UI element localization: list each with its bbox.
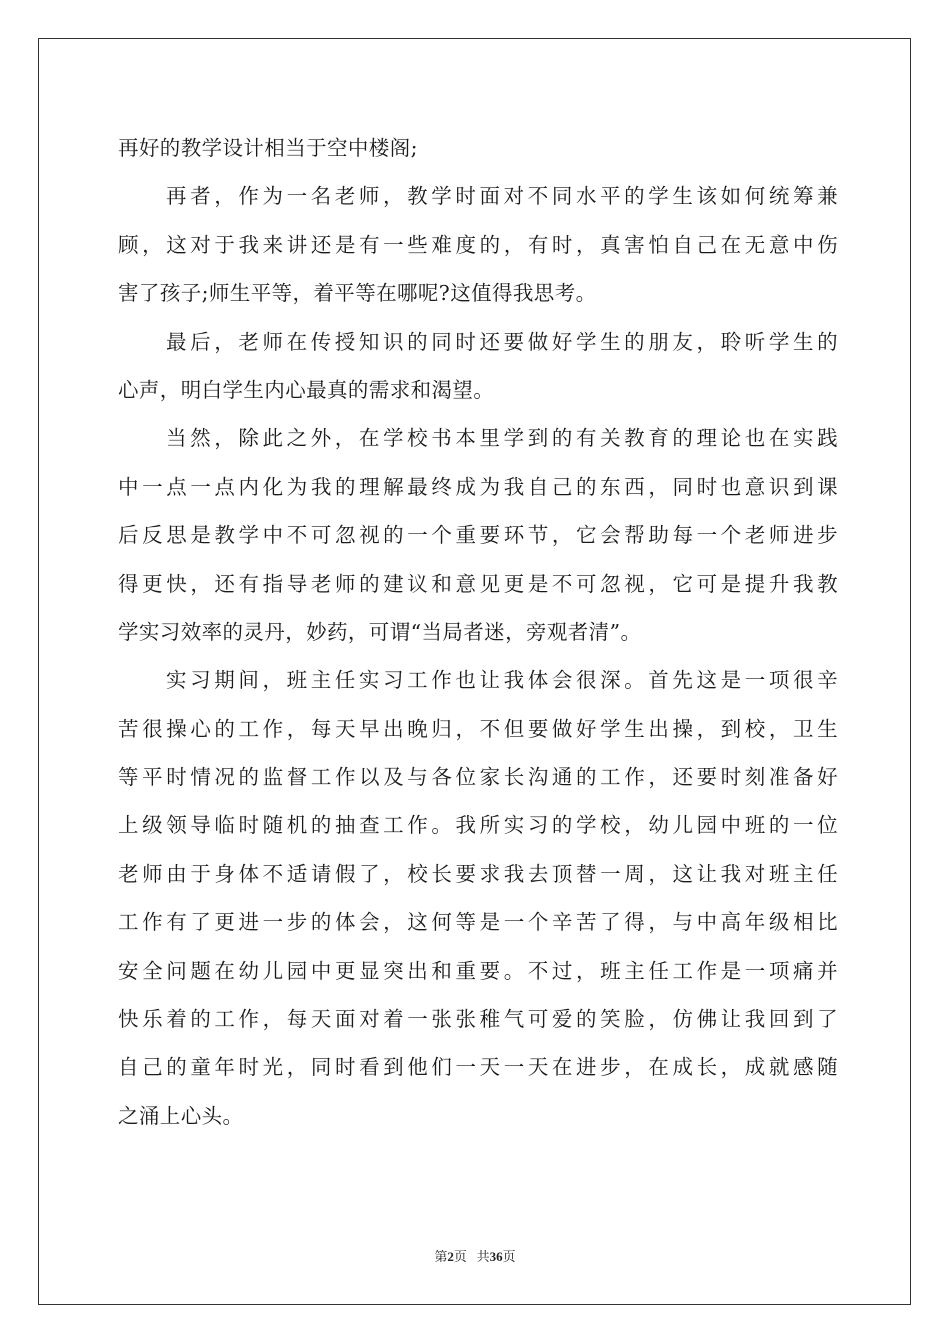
paragraph-line: 中一点一点内化为我的理解最终成为我自己的东西，同时也意识到课: [118, 474, 838, 499]
paragraph-line: 工作有了更进一步的体会，这何等是一个辛苦了得，与中高年级相比: [118, 910, 838, 935]
paragraph-line: 上级领导临时随机的抽查工作。我所实习的学校，幼儿园中班的一位: [118, 813, 838, 838]
footer-total-suffix: 页: [502, 1249, 516, 1264]
paragraph-line: 再好的教学设计相当于空中楼阁;: [118, 136, 418, 160]
paragraph-line: 实习期间，班主任实习工作也让我体会很深。首先这是一项很辛: [166, 668, 838, 693]
footer-page-number: 2: [447, 1249, 454, 1264]
paragraph-line: 顾，这对于我来讲还是有一些难度的，有时，真害怕自己在无意中伤: [118, 232, 838, 257]
paragraph-line: 心声，明白学生内心最真的需求和渴望。: [118, 377, 495, 402]
paragraph-line: 得更快，还有指导老师的建议和意见更是不可忽视，它可是提升我教: [118, 571, 838, 596]
paragraph-line: 等平时情况的监督工作以及与各位家长沟通的工作，还要时刻准备好: [118, 765, 838, 790]
paragraph-line: 当然，除此之外，在学校书本里学到的有关教育的理论也在实践: [166, 426, 838, 451]
footer-page-prefix: 第: [434, 1249, 448, 1264]
paragraph-line: 安全问题在幼儿园中更显突出和重要。不过，班主任工作是一项痛并: [118, 958, 838, 983]
body-text: [118, 124, 838, 1140]
paragraph-line: 快乐着的工作，每天面对着一张张稚气可爱的笑脸，仿佛让我回到了: [118, 1007, 838, 1032]
paragraph-line: 苦很操心的工作，每天早出晚归，不但要做好学生出操，到校，卫生: [118, 716, 838, 741]
paragraph-line: 再者，作为一名老师，教学时面对不同水平的学生该如何统筹兼: [166, 184, 838, 209]
footer-total-pages: 36: [489, 1249, 503, 1264]
paragraph-line: 之涌上心头。: [118, 1103, 244, 1128]
footer-page-suffix: 页: [453, 1249, 467, 1264]
paragraph-line: 老师由于身体不适请假了，校长要求我去顶替一周，这让我对班主任: [118, 861, 838, 886]
paragraph-line: 自己的童年时光，同时看到他们一天一天在进步，在成长，成就感随: [118, 1055, 838, 1080]
paragraph-line: 最后，老师在传授知识的同时还要做好学生的朋友，聆听学生的: [166, 329, 838, 354]
page-footer: [0, 1246, 950, 1265]
paragraph-line: 后反思是教学中不可忽视的一个重要环节，它会帮助每一个老师进步: [118, 523, 838, 548]
paragraph-line: 害了孩子;师生平等，着平等在哪呢?这值得我思考。: [118, 281, 597, 306]
paragraph-line: 学实习效率的灵丹，妙药，可谓“当局者迷，旁观者清”。: [118, 619, 642, 644]
footer-total-prefix: 共: [476, 1249, 490, 1264]
